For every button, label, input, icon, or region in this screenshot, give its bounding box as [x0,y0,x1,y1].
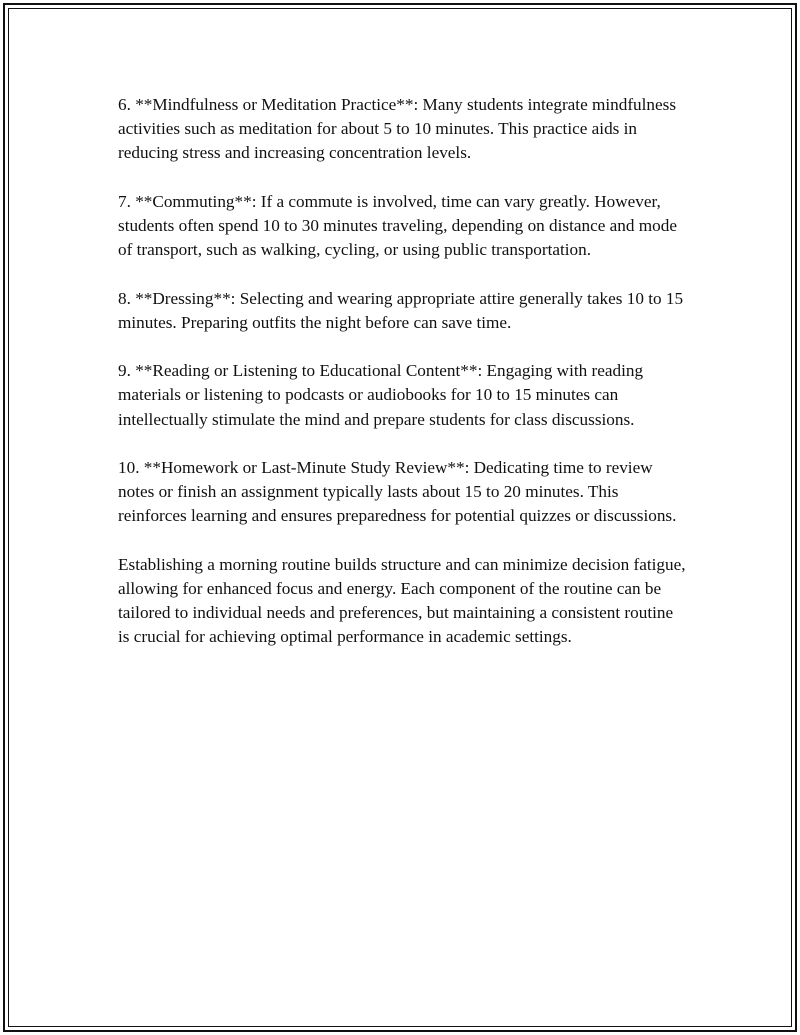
paragraph-mindfulness: 6. **Mindfulness or Meditation Practice**: Many students integrate mindfulness activities such as meditation for about 5 to 10 minutes. This practice aids in reducing stress and increasing concentration levels. [118,95,677,163]
paragraph-commuting: 7. **Commuting**: If a commute is involved, time can vary greatly. However, students often spend 10 to 30 minutes traveling, depending on distance and mode of transport, such as walking, cycling, or using public transportation. [118,191,677,260]
paragraph-reading: 9. **Reading or Listening to Educational Content**: Engaging with reading materials or listening to podcasts or audiobooks for 10 to 15 minutes can intellectually stimulate the mind and prepare students for class discussions. [118,361,644,429]
paragraph-homework: 10. **Homework or Last-Minute Study Review**: Dedicating time to review notes or finish an assignment typically lasts about 15 to 20 minutes. This reinforces learning and ensures preparedness for potential quizzes or discussions. [118,457,677,526]
paragraph-conclusion: Establishing a morning routine builds structure and can minimize decision fatigue, allowing for enhanced focus and energy. Each component of the routine can be tailored to individual needs and preferences, but maintaining a consistent routine is crucial for achieving optimal performance in academic settings. [118,554,686,647]
paragraph-dressing: 8. **Dressing**: Selecting and wearing appropriate attire generally takes 10 to 15 minutes. Preparing outfits the night before can save time. [118,288,684,332]
document-body [118,93,688,674]
